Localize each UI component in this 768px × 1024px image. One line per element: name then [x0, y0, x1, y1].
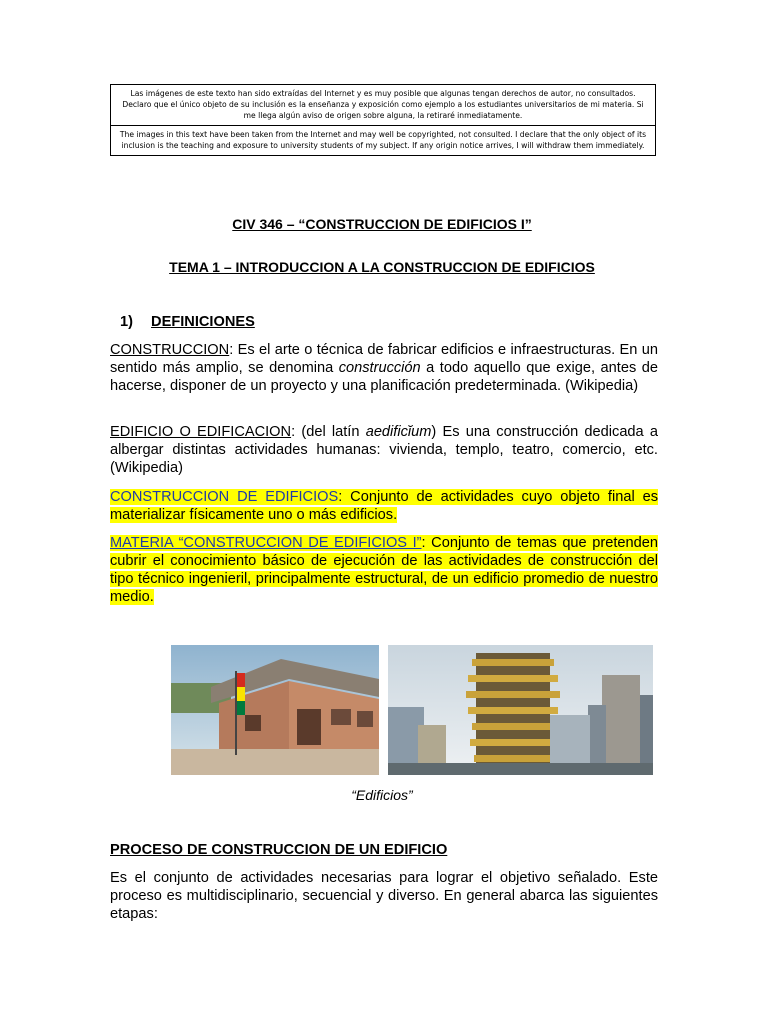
definition-text: : Conjunto de temas que pretenden cubrir el conocimiento básico de ejecución de las actividades de construcción del tipo técnico ingenieril, principalmente estructural, de un edificio promedio de nuestro medio.: [110, 535, 658, 605]
house-photo: [171, 645, 379, 775]
definition-text: a todo aquello que exige, antes de hacerse, disponer de un proyecto y una planificación predeterminada. (Wikipedia): [110, 360, 658, 394]
definition-italic: aedificĭum: [365, 424, 432, 440]
disclaimer-box: [110, 84, 656, 156]
definition-text: ) Es una construcción dedicada a albergar distintas actividades humanas: vivienda, templo, teatro, comercio, etc.(Wikipedia): [110, 424, 658, 476]
topic-title: TEMA 1 – INTRODUCCION A LA CONSTRUCCION DE EDIFICIOS: [169, 259, 595, 275]
term-construccion-edificios: CONSTRUCCION DE EDIFICIOS: [110, 489, 339, 505]
disclaimer-english: The images in this text have been taken from the Internet and may well be copyrighted, not consulted. I declare that the only object of its inclusion is the teaching and exposure to university students of my subject. If any origin notice arrives, I will withdraw them immediately.: [111, 125, 655, 155]
definition-text: : Es el arte o técnica de fabricar edificios e infraestructuras. En un sentido más amplio, se denomina: [110, 342, 658, 376]
section-number: 1): [120, 314, 133, 330]
tower-photo: [388, 645, 653, 775]
definition-text: : (del latín: [291, 424, 366, 440]
term-materia: MATERIA “CONSTRUCCION DE EDIFICIOS I”: [110, 535, 422, 551]
definition-edificio: [110, 423, 658, 477]
house-illustration: [171, 645, 379, 775]
term-edificio: EDIFICIO O EDIFICACION: [110, 424, 292, 440]
twisted-tower: [466, 653, 560, 775]
definition-materia: [110, 534, 658, 606]
term-construccion: CONSTRUCCION: [110, 342, 230, 358]
definition-text: : Conjunto de actividades cuyo objeto final es materializar físicamente uno o más edificios.: [110, 489, 659, 523]
process-heading: PROCESO DE CONSTRUCCION DE UN EDIFICIO: [110, 842, 448, 858]
section-heading-definiciones: [120, 314, 255, 330]
disclaimer-spanish: Las imágenes de este texto han sido extraídas del Internet y es muy posible que algunas tengan derechos de autor, no consultados. Declaro que el único objeto de su inclusión es la enseñanza y exposición como ejemplo a los estudiantes universitarios de mi materia. Si me llega algún aviso de origen sobre alguna, la retiraré inmediatamente.: [122, 89, 644, 120]
tower-illustration: [388, 645, 653, 775]
definition-italic: construcción: [338, 360, 421, 376]
definition-construccion-edificios: [110, 488, 658, 524]
course-title: CIV 346 – “CONSTRUCCION DE EDIFICIOS I”: [232, 216, 532, 232]
section-title: DEFINICIONES: [151, 314, 255, 330]
images-caption: “Edificios”: [351, 787, 413, 803]
process-paragraph: Es el conjunto de actividades necesarias para lograr el objetivo señalado. Este proceso es multidisciplinario, secuencial y diverso. En general abarca las siguientes etapas:: [110, 870, 658, 922]
definition-construccion: [110, 341, 658, 395]
